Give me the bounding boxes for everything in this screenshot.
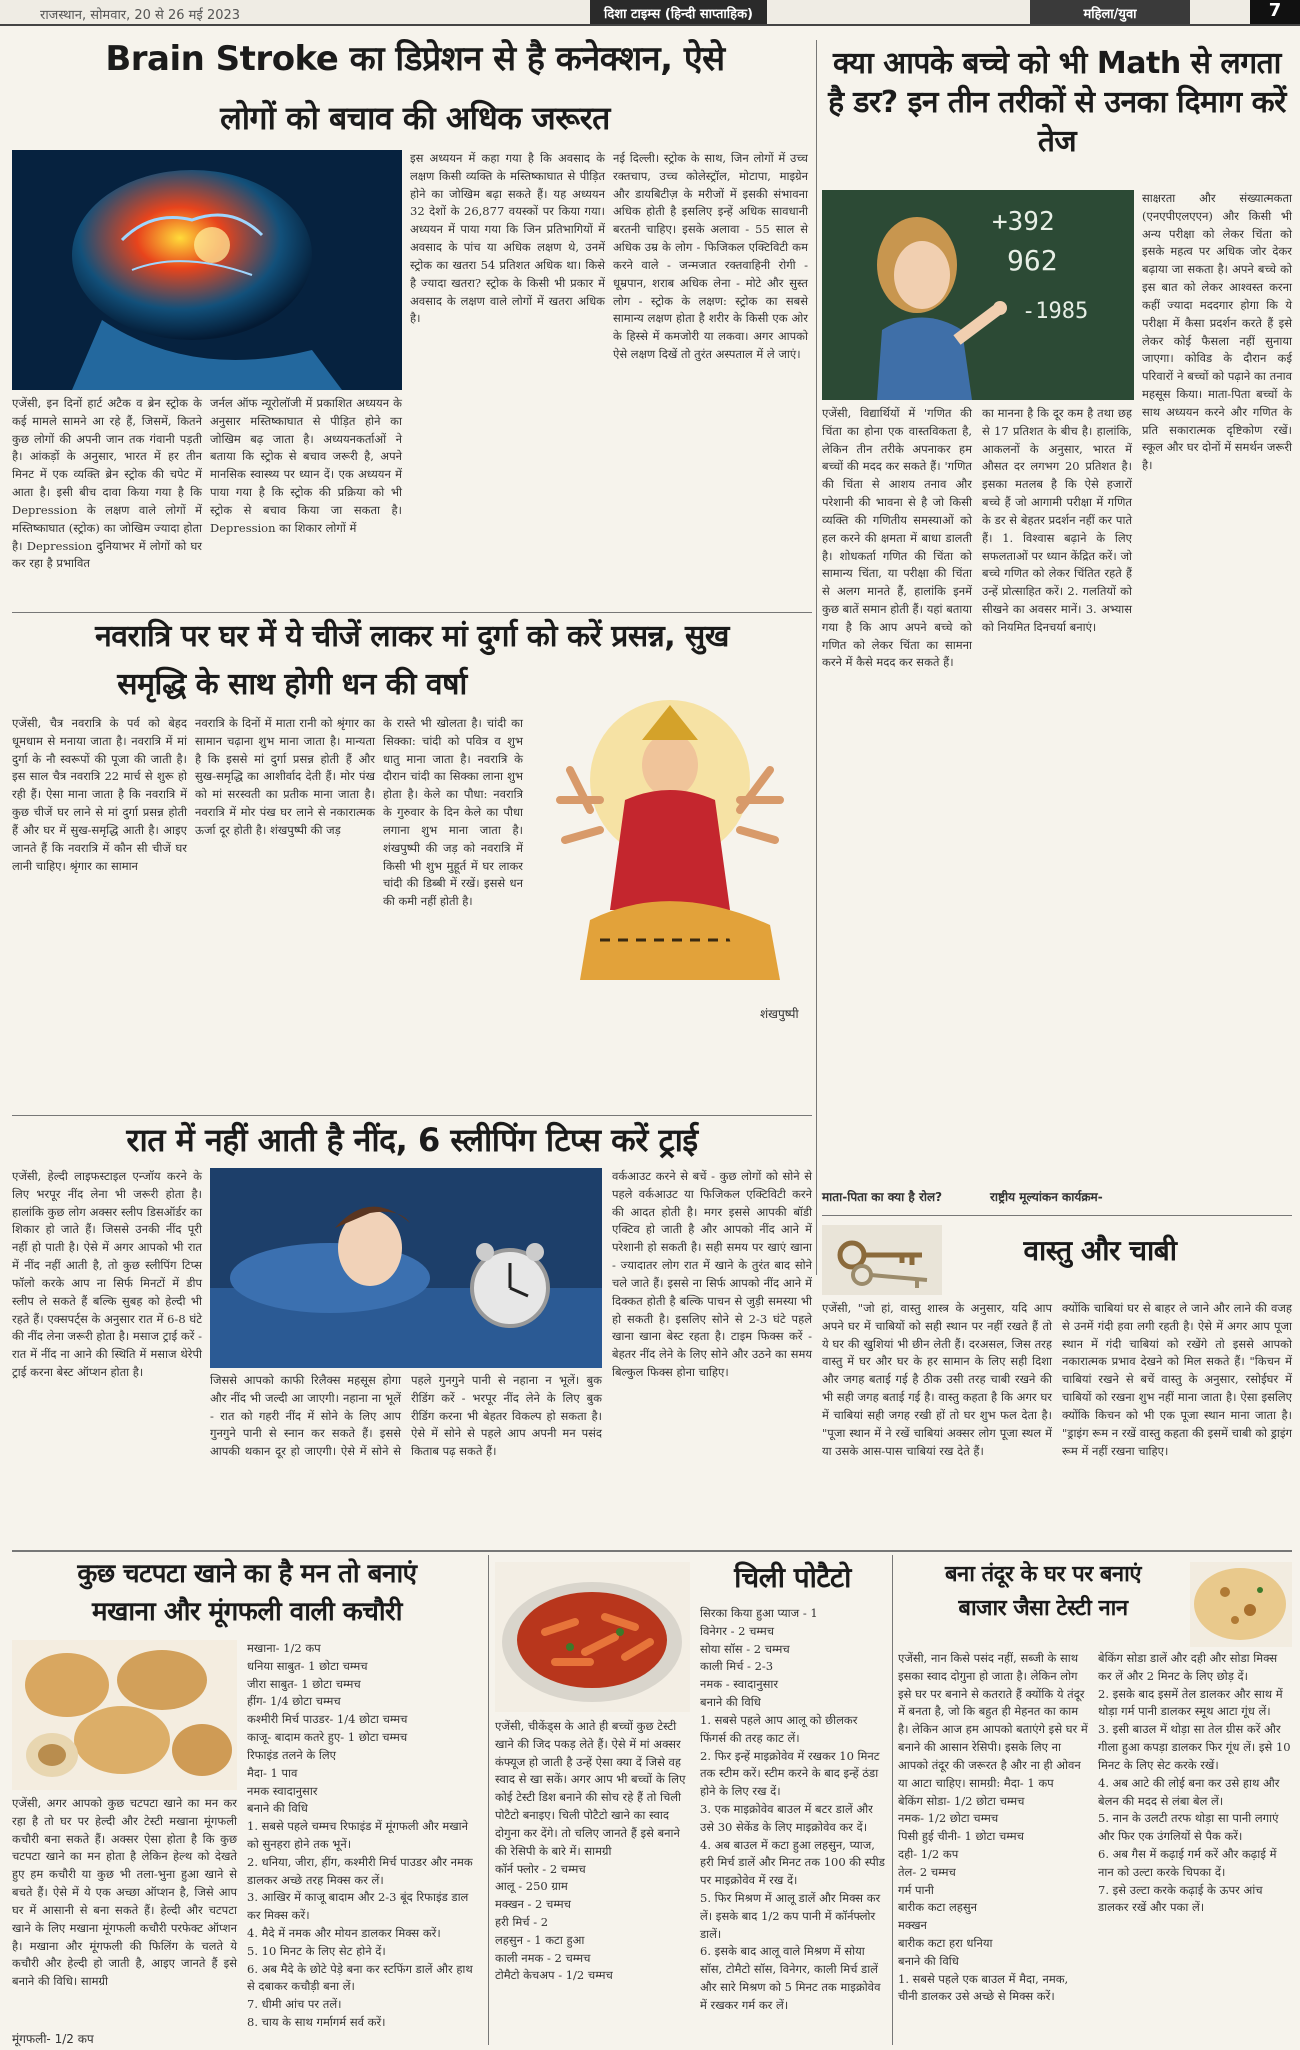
stroke-column-1: एजेंसी, इन दिनों हार्ट अटैक व ब्रेन स्ट्रोक के कई मामले सामने आ रहे हैं, जिसमें, कितने कुछ लोगों की अपनी जान तक गंवानी पड़ती है। आंकड़ों के अनुसार, भारत में हर तीन मिनट में एक व्यक्ति ब्रेन स्ट्रोक की चपेट में आता है। इसी बीच दावा किया गया है कि Depression के लक्षण वाले लोगों में मस्तिष्काघात (स्ट्रोक) का जोखिम ज्यादा होता है। Depression दुनियाभर में लोगों को घर कर रहा है प्रभावित — [12, 396, 202, 571]
svg-text:962: 962 — [1007, 244, 1058, 277]
naan-headline-1: बना तंदूर के घर पर बनाएं — [944, 1562, 1141, 1587]
stroke-column-2: जर्नल ऑफ न्यूरोलॉजी में प्रकाशित अध्ययन के अनुसार मस्तिष्काघात से पीड़ित होने का जोखिम बढ़ जाता है। अध्ययनकर्ताओं ने बताया कि स्ट्रोक से बचाव जरूरी है, अपने मानसिक स्वास्थ्य पर ध्यान दें। एक अध्ययन में पाया गया है कि स्ट्रोक की प्रक्रिया को भी स्ट्रोक से बचाव किया जा सकता है। Depression का शिकार लोगों में — [210, 396, 402, 535]
naan-headline-2: बाजार जैसा टेस्टी नान — [958, 1596, 1128, 1621]
girl-blackboard-image — [822, 190, 1134, 400]
vastu-column-2: क्योंकि चाबियां घर से बाहर ले जाने और लाने की वजह से उनमें गंदी हवा लगी रहती है। ऐसे में अगर आप पूजा स्थान में गंदी चाबियां को रखेंगे तो इससे आपको नकारात्मक प्रभाव देखने को मिल सकते हैं। "किचन में चाबियां रखने से बचें वास्तु के अनुसार, रसोईघर में चाबियों को रखना शुभ नहीं माना जाता है। ऐसा इसलिए क्योंकि किचन को भी एक पूजा स्थान माना जाता है। "ड्राइंग रूम न रखें वास्तु कहता की इसमें चाबी को ड्राइंग रूम में नहीं रखना चाहिए। — [1062, 1301, 1292, 1458]
divider — [12, 1550, 1292, 1552]
math-subhead-parents-role: माता-पिता का क्या है रोल? — [822, 1190, 943, 1204]
paper-name: दिशा टाइम्स (हिन्दी साप्ताहिक) — [590, 0, 767, 24]
kachori-headline-2: मखाना और मूंगफली वाली कचौरी — [92, 1597, 402, 1627]
divider — [822, 1215, 1292, 1216]
divider — [488, 1555, 489, 2045]
navratri-headline-1: नवरात्रि पर घर में ये चीजें लाकर मां दुर्गा को करें प्रसन्न, सुख — [95, 619, 729, 654]
date-line: राजस्थान, सोमवार, 20 से 26 मई 2023 — [40, 8, 241, 23]
math-column-1: एजेंसी, विद्यार्थियों में 'गणित की चिंता का होना एक वास्तविकता है, लेकिन तीन तरीके अपनाकर हम बच्चों की मदद कर सकते हैं। 'गणित की चिंता से आशय तनाव और परेशानी की भावना से है जो किसी व्यक्ति की गणितीय समस्याओं को हल करने की क्षमता में बाधा डालती है। शोधकर्ता गणित की चिंता को सामान्य चिंता, या परीक्षा की चिंता से अलग मानते हैं, हालांकि इनमें कुछ बातें समान होती हैं। यहां बताया गया है कि आप अपने बच्चे को गणित को लेकर चिंता का सामना करने में कैसे मदद कर सकते हैं। — [822, 406, 972, 670]
page-number: 7 — [1250, 0, 1300, 24]
vastu-headline: वास्तु और चाबी — [1023, 1234, 1177, 1267]
sleep-column-3: वर्कआउट करने से बचें - कुछ लोगों को सोने से पहले वर्कआउट या फिजिकल एक्टिविटी करने की आदत होती है। मगर इससे आपकी बॉडी एक्टिव हो जाती है और आपको नींद आने में परेशानी हो सकती है। सही समय पर खाएं खाना - ज्यादातर लोग रात में खाने के तुरंत बाद सोने चले जाते हैं। इससे ना सिर्फ आपको नींद आने में दिक्कत होती है बल्कि पाचन से जुड़ी समस्या भी हो सकती है। इसलिए सोने से 2-3 घंटे पहले खाना खाना बेस्ट रहता है। टाइम फिक्स करें - बेहतर नींद लेने के लिए सोने और उठने का समय बिल्कुल फिक्स होना चाहिए। — [612, 1169, 812, 1379]
vastu-column-1: एजेंसी, "जो हां, वास्तु शास्त्र के अनुसार, यदि आप अपने घर में चाबियों को सही स्थान पर नहीं रखते हैं तो ये घर की खुशियां भी छीन लेती हैं। दरअसल, जिस तरह वास्तु में घर और घर के हर सामान के लिए सही दिशा और जगह बताई गई है ठीक उसी तरह चाबी रखने की भी सही जगह बताई गई है। वास्तु कहता है कि अगर घर में चाबियां सही जगह रखी हों तो घर शुभ फल देता है। "पूजा स्थान में ने रखें चाबियां अक्सर लोग पूजा स्थल में या उसके आस-पास चाबियां रख देते हैं। — [822, 1301, 1052, 1458]
navratri-column-1: एजेंसी, चैत्र नवरात्रि के पर्व को बेहद धूमधाम से मनाया जाता है। नवरात्रि में मां दुर्गा के नौ स्वरूपों की पूजा की जाती है। इस साल चैत्र नवरात्रि 22 मार्च से शुरू हो रही हैं। ऐसा माना जाता है कि नवरात्रि में कुछ चीजें घर लाने से मां दुर्गा प्रसन्न होती हैं और घर में सुख-समृद्धि आती है। आइए जानते हैं कि नवरात्रि में कौन सी चीजें घर लानी चाहिए। श्रृंगार का सामान — [12, 716, 187, 873]
navratri-column-2: नवरात्रि के दिनों में माता रानी को श्रृंगार का सामान चढ़ाना शुभ माना जाता है। मान्यता है कि इससे मां दुर्गा प्रसन्न होती हैं और सुख-समृद्धि का आशीर्वाद देती हैं। मोर पंख को मां सरस्वती का प्रतीक माना जाता है। नवरात्रि में मोर पंख घर लाने से नकारात्मक ऊर्जा दूर होती है। शंखपुष्पी की जड़ — [195, 716, 375, 837]
kachori-image — [12, 1640, 237, 1790]
math-subhead-assessment: राष्ट्रीय मूल्यांकन कार्यक्रम- — [990, 1190, 1103, 1204]
stroke-column-3: इस अध्ययन में कहा गया है कि अवसाद के लक्षण किसी व्यक्ति के मस्तिष्काघात से पीड़ित होने का जोखिम बढ़ा सकते हैं। यह अध्ययन 32 देशों के 26,877 वयस्कों पर किया गया। अध्ययन में पाया गया कि जिन प्रतिभागियों में अवसाद के पांच या अधिक लक्षण थे, उनमें स्ट्रोक का खतरा 54 प्रतिशत अधिक था। किसे है ज्यादा खतरा? स्ट्रोक के किसी भी प्रकार में अवसाद के लक्षण वाले लोगों में खतरा अधिक है। — [410, 151, 605, 326]
divider — [816, 40, 817, 1275]
goddess-durga-image — [530, 690, 810, 1005]
sleep-headline: रात में नहीं आती है नींद, 6 स्लीपिंग टिप्स करें ट्राई — [126, 1121, 698, 1159]
chilli-potato-image — [495, 1562, 690, 1712]
navratri-column-3: के रास्ते भी खोलता है। चांदी का सिक्का: चांदी को पवित्र व शुभ धातु माना जाता है। नवरात्रि के दौरान चांदी का सिक्का लाना शुभ होता है। केले का पौधा: नवरात्रि के गुरुवार के दिन केले का पौधा लगाना शुभ माना जाता है। शंखपुष्पी की जड़ को नवरात्रि में किसी भी शुभ मुहूर्त में घर लाकर चांदी की डिब्बी में रखें। इससे धन की कमी नहीं होती है। — [383, 716, 523, 909]
section-label: महिला/युवा — [1030, 0, 1190, 24]
math-column-3: साक्षरता और संख्यात्मकता (एनएपीएलएएन) और किसी भी अन्य परीक्षा को लेकर चिंता को इसके महत्व पर अधिक जोर देकर बढ़ाया जा सकता है। अपने बच्चे को इस बात को लेकर आश्वस्त करना कहीं ज्यादा मददगार होगा कि ये परीक्षा में कैसा प्रदर्शन करते हैं इसे लेकर कोई फैसला नहीं सुनाया जाएगा। कोविड के दौरान कई परिवारों ने बच्चों को पढ़ाने का तनाव महसूस किया। माता-पिता बच्चों के साथ अध्ययन करने और गणित के प्रति सकारात्मक दृष्टिकोण रखें। स्कूल और घर दोनों में समर्थन जरूरी है। — [1142, 191, 1292, 473]
sleep-column-1: एजेंसी, हेल्दी लाइफस्टाइल एन्जॉय करने के लिए भरपूर नींद लेना भी जरूरी होता है। हालांकि कुछ लोग अक्सर स्लीप डिसऑर्डर का शिकार हो जाते हैं। जिससे उनकी नींद पूरी नहीं हो पाती है। ऐसे में अगर आपको भी रात में नींद नहीं आती है, तो कुछ स्लीपिंग टिप्स फॉलो करके आप ना सिर्फ मिनटों में डीप स्लीप ले सकते हैं बल्कि सुबह को हेल्दी भी रहते हैं। एक्सपर्ट्स के अनुसार रात में 6-8 घंटे की नींद लेना जरूरी होता है। मसाज ट्राई करें - रात में नींद ना आने की स्थिति में मसाज थेरेपी ट्राई करना बेस्ट ऑप्शन होता है। — [12, 1169, 202, 1379]
kachori-ingredients: मखाना- 1/2 कप धनिया साबुत- 1 छोटा चम्मच जीरा साबुत- 1 छोटा चम्मच हींग- 1/4 छोटा चम्मच कश्मीरी मिर्च पाउडर- 1/4 छोटा चम्मच काजू- बादाम कतरे हुए- 1 छोटा चम्मच रिफाइंड तलने के लिए मैदा- 1 पाव नमक स्वादानुसार बनाने की विधि 1. सबसे पहले चम्मच रिफाइंड में मूंगफली और मखाने को सुनहरा होने तक भूनें। 2. धनिया, जीरा, हींग, कश्मीरी मिर्च पाउडर और नमक डालकर अच्छे तरह मिक्स कर लें। 3. आखिर में काजू बादाम और 2-3 बूंद रिफाइंड डाल कर मिक्स करें। 4. मैदे में नमक और मोयन डालकर मिक्स करें। 5. 10 मिनट के लिए सेट होने दें। 6. अब मैदे के छोटे पेड़े बना कर स्टफिंग डालें और हाथ से दबाकर कचौड़ी बना लें। 7. धीमी आंच पर तलें। 8. चाय के साथ गर्मागर्म सर्व करें। — [247, 1641, 473, 2030]
chilli-intro: एजेंसी, चीकेंड्स के आते ही बच्चों कुछ टेस्टी खाने की जिद पकड़ लेते हैं। ऐसे में मां अक्सर कंफ्यूज हो जाती है उन्हें ऐसा क्या दें जिसे वह स्वाद से खा सकें। अगर आप भी बच्चों के लिए कोई टेस्टी डिश बनाने की सोच रहे हैं तो चिली पोटैटो बनाइए। चिली पोटैटो खाने का स्वाद दोगुना कर देंगे। तो चलिए जानते हैं इसे बनाने की रेसिपी के बारे में। सामग्री कॉर्न फ्लोर - 2 चम्मच आलू - 250 ग्राम मक्खन - 2 चम्मच हरी मिर्च - 2 लहसुन - 1 कटा हुआ काली नमक - 2 चम्मच टोमैटो केचअप - 1/2 चम्मच — [495, 1719, 686, 1983]
stroke-column-4: नई दिल्ली। स्ट्रोक के साथ, जिन लोगों में उच्च रक्तचाप, उच्च कोलेस्ट्रॉल, मोटापा, माइग्रेन और डायबिटीज़ के मरीजों में इसकी संभावना अधिक होती है इसलिए इन्हें अधिक सावधानी बरतनी चाहिए। इसके अलावा - 55 साल से अधिक उम्र के लोग - फिजिकल एक्टिविटी कम करने वाले - जन्मजात रक्तवाहिनी रोगी - धूम्रपान, शराब अधिक लेना - मोटे और सुस्त लोग - स्ट्रोक के लक्षण: स्ट्रोक का सबसे सामान्य लक्षण होता है शरीर के किसी एक ओर के हिस्से में कमजोरी या लकवा। अगर आपको ऐसे लक्षण दिखें तो तुरंत अस्पताल में ले जाएं। — [613, 151, 808, 361]
kachori-footer: मूंगफली- 1/2 कप — [12, 2032, 94, 2046]
navratri-headline-2: समृद्धि के साथ होगी धन की वर्षा — [117, 667, 467, 702]
divider — [12, 1115, 812, 1116]
keys-image — [822, 1225, 942, 1295]
stroke-headline-1: Brain Stroke का डिप्रेशन से है कनेक्शन, ऐसे — [105, 39, 725, 79]
math-headline: क्या आपके बच्चे को भी Math से लगता है डर? इन तीन तरीकों से उनका दिमाग करें तेज — [828, 46, 1286, 159]
sleep-column-2: जिससे आपको काफी रिलैक्स महसूस होगा और नींद भी जल्दी आ जाएगी। नहाना ना भूलें - रात को गहरी नींद में सोने के लिए आप गुनगुने पानी से स्नान कर सकते हैं। इससे आपकी थकान दूर हो जाएगी। ऐसे में सोने से पहले गुनगुने पानी से नहाना न भूलें। बुक रीडिंग करें - भरपूर नींद लेने के लिए बुक रीडिंग करना भी बेहतर विकल्प हो सकता है। ऐसे में सोने से पहले आप अपनी मन पसंद किताब पढ़ सकते हैं। — [210, 1373, 602, 1459]
masthead — [0, 0, 1300, 26]
svg-text:-1985: -1985 — [1022, 299, 1089, 324]
chilli-headline: चिली पोटैटो — [734, 1561, 851, 1594]
naan-image — [1190, 1562, 1292, 1647]
durga-caption: शंखपुष्पी — [760, 1007, 799, 1021]
kachori-headline-1: कुछ चटपटा खाने का है मन तो बनाएं — [77, 1559, 417, 1589]
kachori-intro: एजेंसी, अगर आपको कुछ चटपटा खाने का मन कर रहा है तो घर पर हेल्दी और टेस्टी मखाना मूंगफली कचौरी बना सकते हैं। अक्सर ऐसा होता है कि कुछ चटपटा खाने का मन होता है लेकिन हेल्थ को देखते हुए हम कचौरी या कुछ भी तला-भुना हुआ खाने से बचते हैं। ऐसे में ये एक अच्छा ऑप्शन है, जिसे आप घर में आसानी से बना सकते हैं। हेल्दी और चटपटा खाने के लिए मखाना मूंगफली कचौरी परफेक्ट ऑप्शन है। मखाना और मूंगफली की फिलिंग के चलते ये कचौरी और हेल्दी हो जाती है, आइए जानते हैं इसे बनाने की विधि। सामग्री — [12, 1796, 237, 1989]
woman-sleeping-image — [210, 1168, 602, 1368]
math-column-2: का मानना है कि दूर कम है तथा छह से 17 प्रतिशत के बीच है। हालांकि, आकलनों के अनुसार, भारत में औसत दर लगभग 20 प्रतिशत है। इसका मतलब है कि ऐसे हजारों बच्चे हैं जो आगामी परीक्षा में गणित के डर से बेहतर प्रदर्शन नहीं कर पाते हैं। 1. विश्वास बढ़ाने के लिए सफलताओं पर ध्यान केंद्रित करें। जो बच्चे गणित को लेकर चिंतित रहते हैं उन्हें प्रोत्साहित करें। 2. गलतियों को सीखने का अवसर मानें। 3. अभ्यास को नियमित दिनचर्या बनाएं। — [982, 406, 1132, 634]
brain-stroke-image — [12, 150, 402, 390]
naan-column-1: एजेंसी, नान किसे पसंद नहीं, सब्जी के साथ इसका स्वाद दोगुना हो जाता है। लेकिन लोग इसे घर पर बनाने से कतराते हैं क्योंकि ये तंदूर में बनता है, जो कि बहुत ही मेहनत का काम है। लेकिन आज हम आपको बताएंगे इसे घर में बनाने की आसान रेसिपी। इसके लिए ना आपको तंदूर की जरूरत है और ना ही ओवन या आटा चाहिए। सामग्री: मैदा- 1 कप बेकिंग सोडा- 1/2 छोटा चम्मच नमक- 1/2 छोटा चम्मच पिसी हुई चीनी- 1 छोटा चम्मच दही- 1/2 कप तेल- 2 चम्मच गर्म पानी बारीक कटा लहसुन मक्खन बारीक कटा हरा धनिया बनाने की विधि 1. सबसे पहले एक बाउल में मैदा, नमक, चीनी डालकर उसे अच्छे से मिक्स करें। — [898, 1651, 1088, 2004]
divider — [12, 612, 812, 613]
naan-column-2: बेकिंग सोडा डालें और दही और सोडा मिक्स कर लें और 2 मिनट के लिए छोड़ दें। 2. इसके बाद इसमें तेल डालकर और साथ में थोड़ा गर्म पानी डालकर स्मूथ आटा गूंध लें। 3. इसी बाउल में थोड़ा सा तेल ग्रीस करें और गीला हुआ कपड़ा डालकर फिर गूंध लें। इसे 10 मिनट के लिए सेट करके रखें। 4. अब आटे की लोई बना कर उसे हाथ और बेलन की मदद से लंबा बेल लें। 5. नान के उलटी तरफ थोड़ा सा पानी लगाएं और फिर एक उंगलियों से पैक करें। 6. अब गैस में कढ़ाई गर्म करें और कढ़ाई में नान को उल्टा करके चिपका दें। 7. इसे उल्टा करके कढ़ाई के ऊपर आंच डालकर रखें और पका लें। — [1098, 1651, 1291, 1915]
chilli-ingredients: सिरका किया हुआ प्याज - 1 विनेगर - 2 चम्मच सोया सॉस - 2 चम्मच काली मिर्च - 2-3 नमक - स्वादानुसार बनाने की विधि 1. सबसे पहले आप आलू को छीलकर फिंगर्स की तरह काट लें। 2. फिर इन्हें माइक्रोवेव में रखकर 10 मिनट तक स्टीम करें। स्टीम करने के बाद इन्हें ठंडा होने के लिए रख दें। 3. एक माइक्रोवेव बाउल में बटर डालें और उसे 30 सेकेंड के लिए माइक्रोवेव कर दें। 4. अब बाउल में कटा हुआ लहसुन, प्याज, हरी मिर्च डालें और मिनट तक 100 की स्पीड पर माइक्रोवेव में रख दें। 5. फिर मिश्रण में आलू डालें और मिक्स कर लें। इसके बाद 1/2 कप पानी में कॉर्नफ्लोर डालें। 6. इसके बाद आलू वाले मिश्रण में सोया सॉस, टोमैटो सॉस, विनेगर, काली मिर्च डालें और सारे मिश्रण को 5 मिनट तक माइक्रोवेव में रखकर गर्म कर लें। — [700, 1606, 885, 2012]
stroke-headline-2: लोगों को बचाव की अधिक जरूरत — [220, 99, 610, 137]
svg-text:+392: +392 — [992, 207, 1055, 237]
divider — [892, 1555, 893, 2045]
